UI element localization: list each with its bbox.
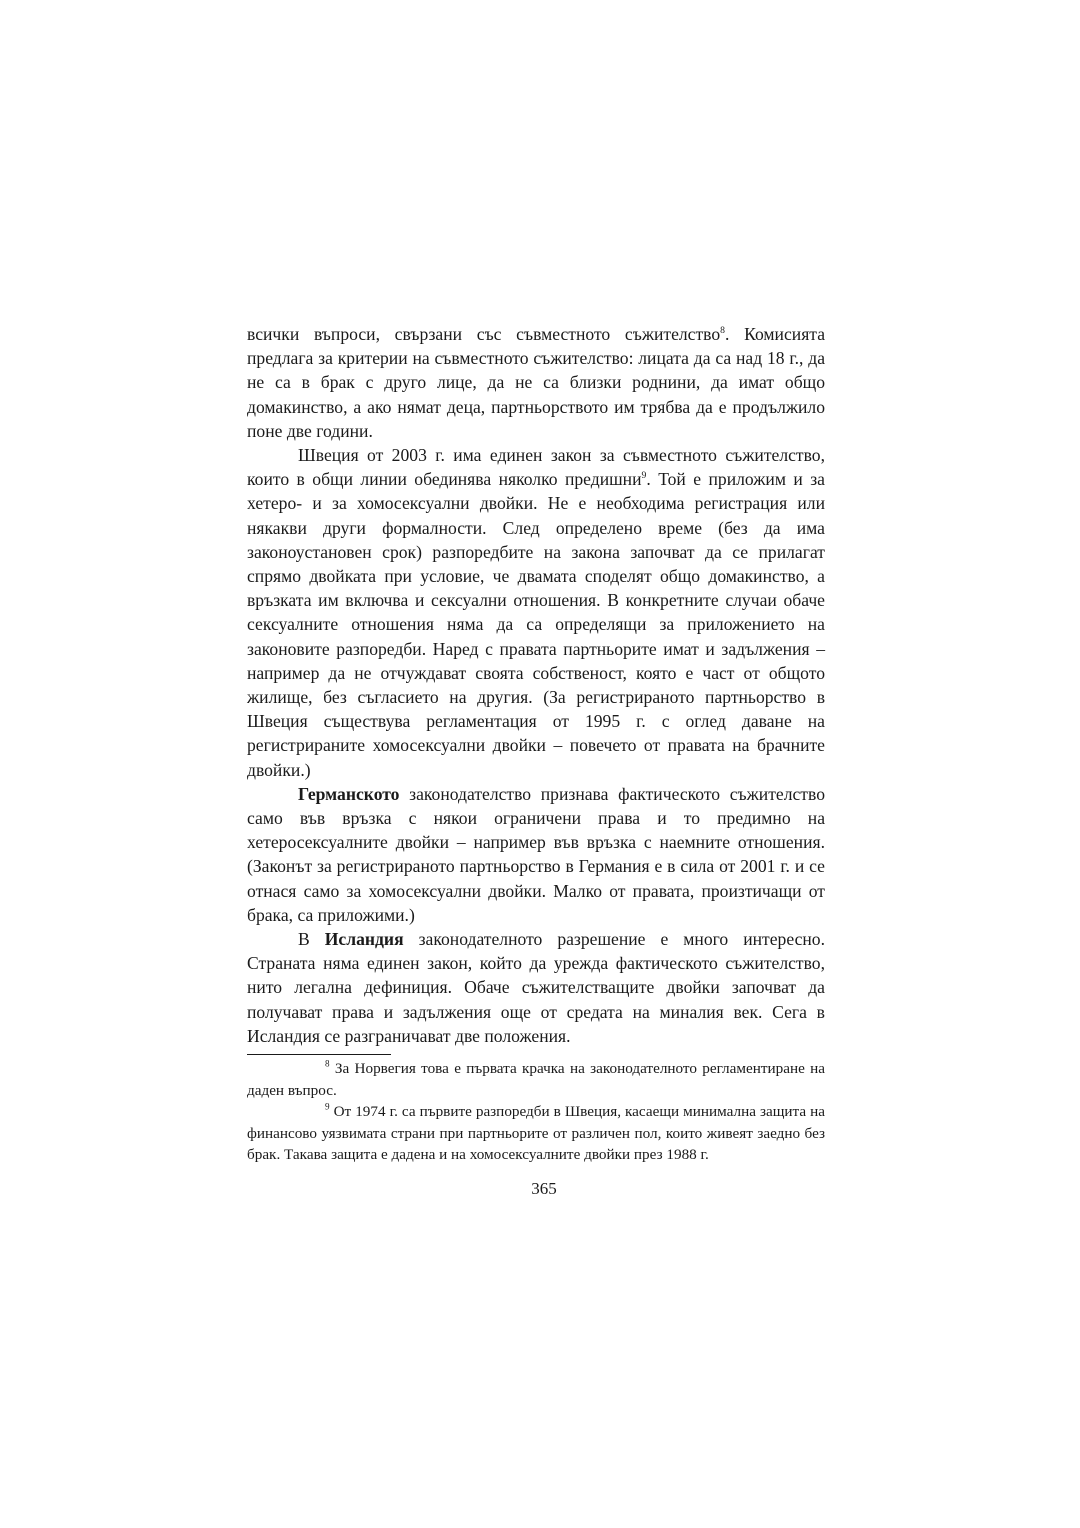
paragraph-4-bold-term: Исландия: [324, 929, 404, 950]
footnote-9: [247, 1101, 825, 1166]
footnote-9-number: 9: [325, 1101, 330, 1112]
paragraph-4-prefix: В: [298, 929, 325, 950]
paragraph-4-text: законодателното разрешение е много интересно. Страната няма единен закон, който да урежда фактическото съжителство, нито легална дефиниция. Обаче съжителстващите двойки започват да получават права и задължения още от средата на миналия век. Сега в Исландия се разграничават две положения.: [247, 929, 825, 1046]
paragraph-1-text-b: . Комисията предлага за критерии на съвместното съжителство: лицата да са над 18 г., да не са в брак с друго лице, да не са близки роднини, да имат общо домакинство, а ако нямат деца, партньорството им трябва да е продължило поне две години.: [247, 324, 825, 441]
body-text: [247, 322, 825, 1048]
paragraph-1-text-a: всички въпроси, свързани със съвместното съжителство: [247, 324, 721, 344]
footnote-8: [247, 1058, 825, 1101]
paragraph-1: [247, 322, 825, 443]
page-number: 365: [531, 1179, 557, 1199]
footnotes: [247, 1058, 825, 1166]
paragraph-3: [247, 782, 825, 927]
footnote-ref-8[interactable]: 8: [720, 324, 725, 336]
footnote-8-number: 8: [325, 1058, 330, 1069]
paragraph-2: [247, 443, 825, 782]
paragraph-3-bold-term: Германското: [298, 783, 400, 804]
footnote-ref-9[interactable]: 9: [641, 469, 647, 481]
paragraph-2-text-b: . Той е приложим и за хетеро- и за хомосексуални двойки. Не е необходима регистрация или някакви други формалности. След определено време (без да има законоустановен срок) разпоредбите на закона започват да се прилагат спрямо двойката при условие, че двамата споделят общо домакинство, а връзката им включва и сексуални отношения. В конкретните случаи обаче сексуалните отношения няма да са определящи за приложението на законовите разпоредби. Наред с правата партньорите имат и задължения – например да не отчуждават своята собственост, която е част от общото жилище, без съгласието на другия. (За регистрираното партньорство в Швеция съществува регламентация от 1995 г. с оглед даване на регистрираните хомосексуални двойки – повечето от правата на брачните двойки.): [247, 469, 825, 780]
paragraph-2-text-a: Швеция от 2003 г. има единен закон за съвместното съжителство, които в общи линии обединява няколко предишни: [247, 445, 825, 490]
footnote-8-text: За Норвегия това е първата крачка на законодателното регламентиране на даден въпрос.: [247, 1060, 825, 1099]
footnote-9-text: От 1974 г. са първите разпоредби в Швеция, касаещи минимална защита на финансово уязвимата страни при партньорите от различен пол, които живеят заедно без брак. Такава защита е дадена и на хомосексуалните двойки през 1988 г.: [247, 1103, 825, 1164]
footnote-separator: [247, 1054, 391, 1055]
paragraph-4: [247, 927, 825, 1048]
paragraph-3-text: законодателство признава фактическото съжителство само във връзка с някои ограничени права и то предимно на хетеросексуалните двойки – например във връзка с наемните отношения. (Законът за регистрираното партньорство в Германия е в сила от 2001 г. и се отнася само за хомосексуални двойки. Малко от правата, произтичащи от брака, са приложими.): [247, 783, 825, 925]
page-content: [247, 322, 825, 1199]
